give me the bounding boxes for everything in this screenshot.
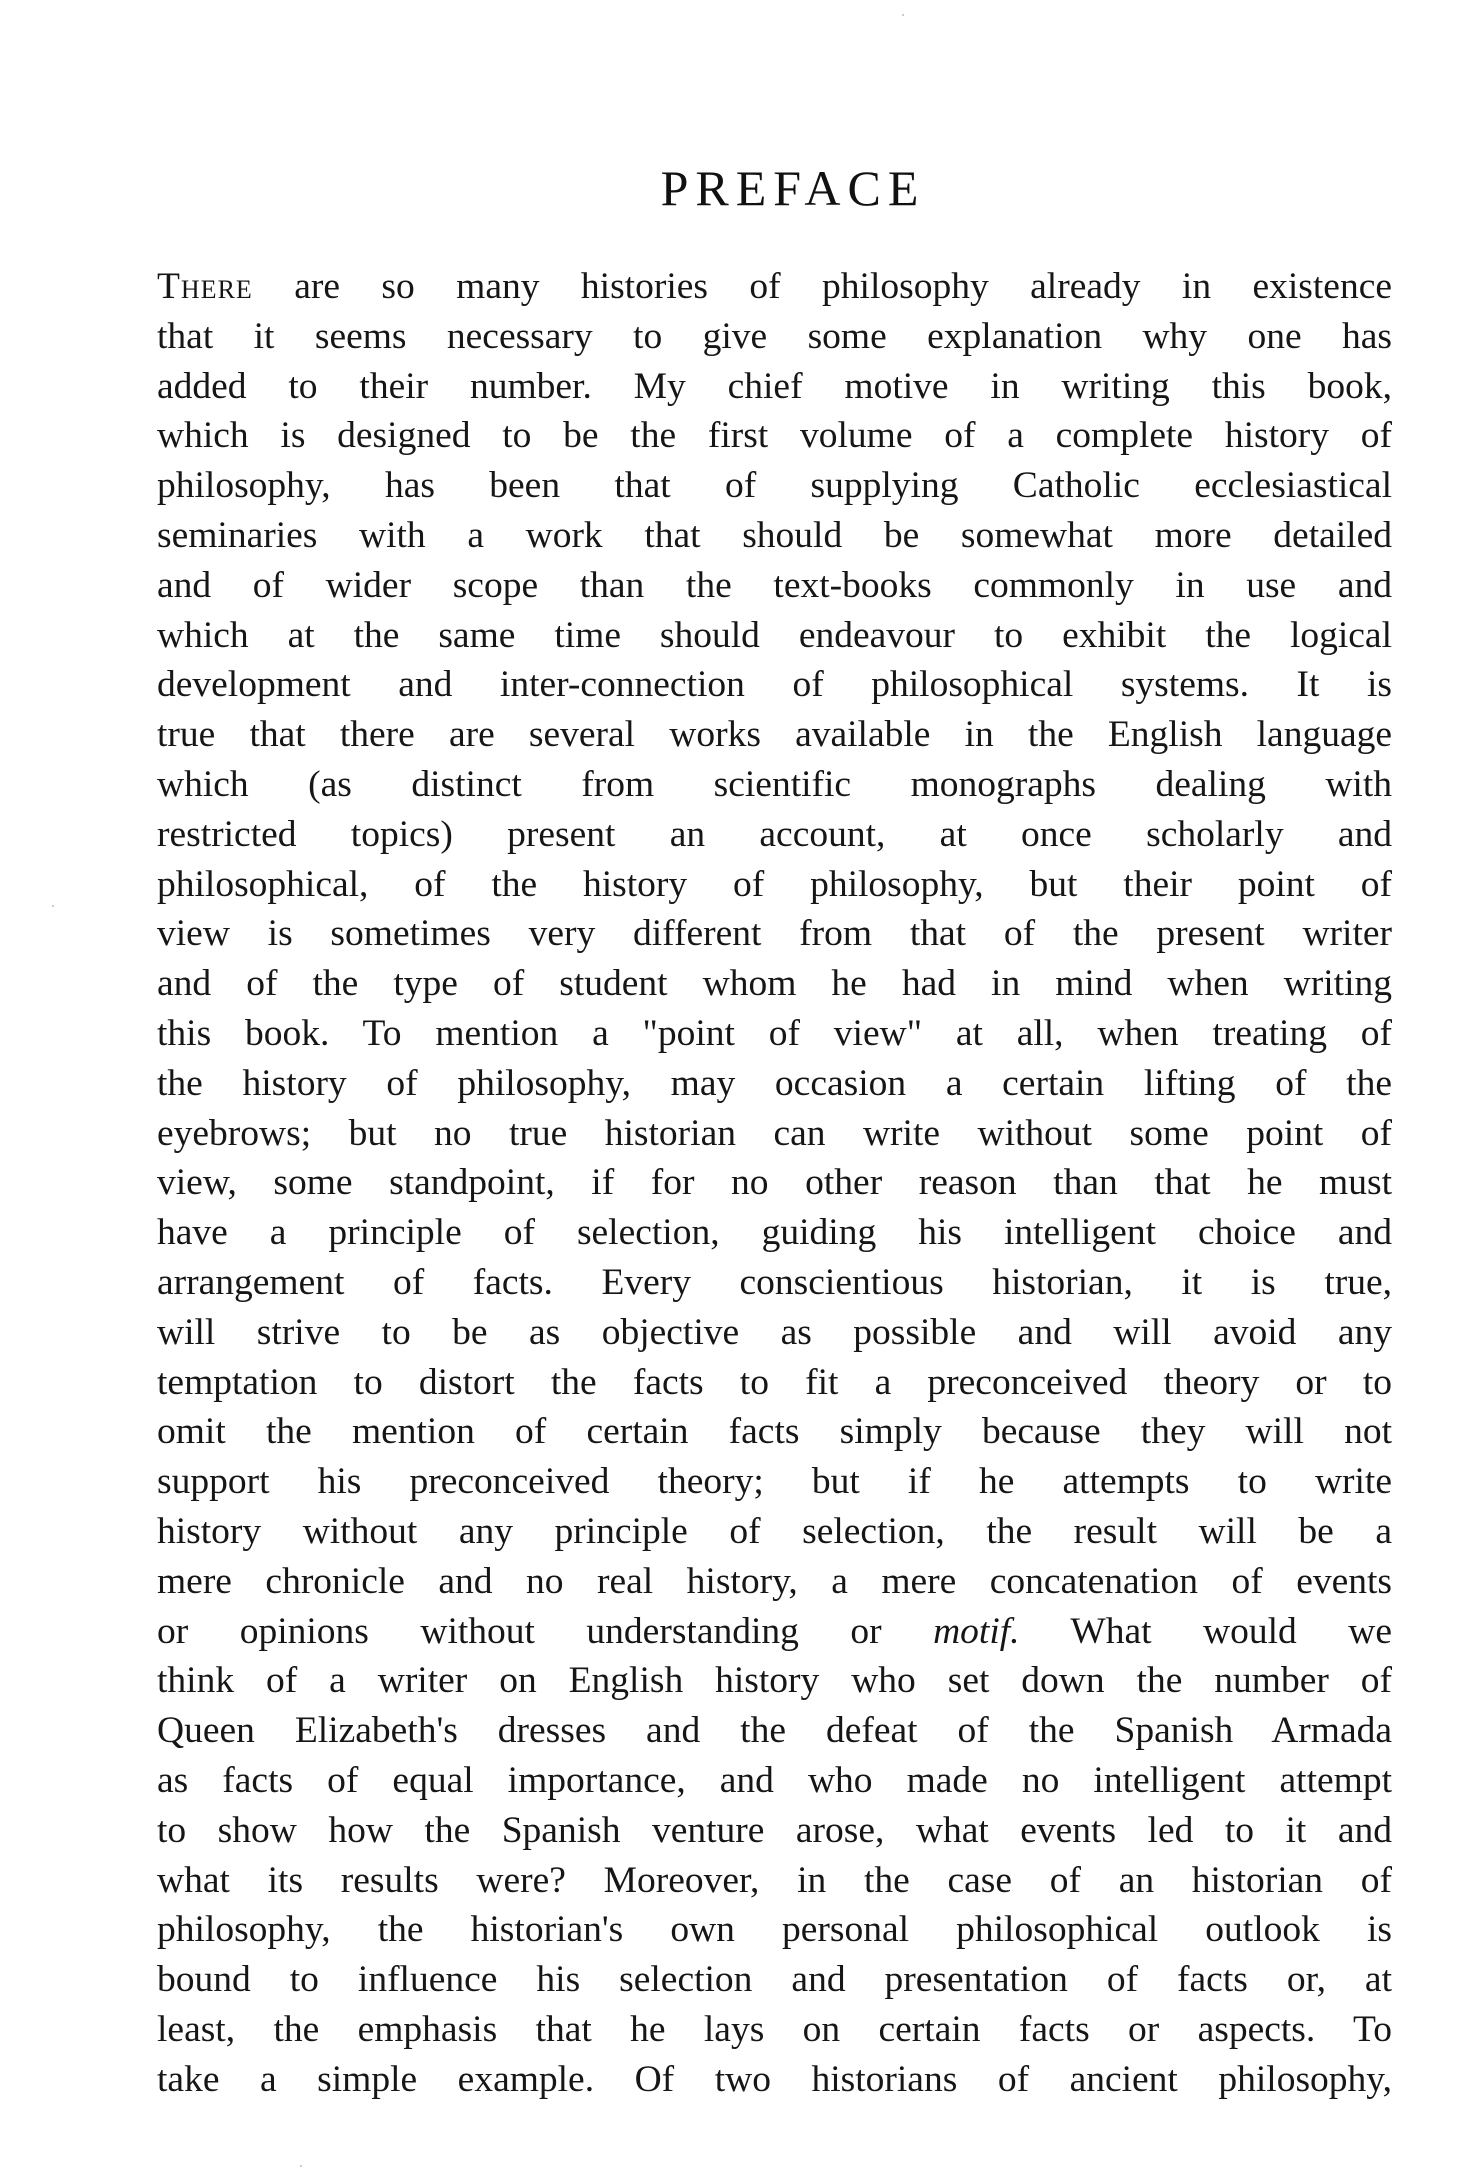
text-line: least, the emphasis that he lays on certain facts or aspects. To xyxy=(157,2008,1392,2050)
text-line: seminaries with a work that should be somewhat more detailed xyxy=(157,514,1392,556)
text-line: philosophical, of the history of philosophy, but their point of xyxy=(157,863,1392,905)
page-title: PREFACE xyxy=(660,160,926,216)
scan-speck xyxy=(902,14,904,16)
text-line: which is designed to be the first volume of a complete history of xyxy=(157,415,1392,457)
text-line: history without any principle of selection, the result will be a xyxy=(157,1510,1392,1552)
text-line: take a simple example. Of two historians of ancient philosophy, xyxy=(157,2058,1392,2100)
text-line: Queen Elizabeth's dresses and the defeat of the Spanish Armada xyxy=(157,1710,1392,1752)
text-line: mere chronicle and no real history, a mere concatenation of events xyxy=(157,1560,1392,1602)
text-line: philosophy, has been that of supplying Catholic ecclesiastical xyxy=(157,465,1392,507)
text-line: There are so many histories of philosophy already in existence xyxy=(157,266,1392,307)
text-line: to show how the Spanish venture arose, what events led to it and xyxy=(157,1809,1392,1851)
text-line: that it seems necessary to give some explanation why one has xyxy=(157,315,1392,357)
text-line: support his preconceived theory; but if he attempts to write xyxy=(157,1461,1392,1503)
text-line: which at the same time should endeavour to exhibit the logical xyxy=(157,614,1392,656)
text-line: arrangement of facts. Every conscientious historian, it is true, xyxy=(157,1261,1392,1303)
text-line: the history of philosophy, may occasion a certain lifting of the xyxy=(157,1062,1392,1104)
text-line: or opinions without understanding or motif. What would we xyxy=(157,1610,1392,1652)
opening-word: There xyxy=(157,266,253,307)
text-line: and of wider scope than the text-books commonly in use and xyxy=(157,564,1392,606)
text-line: philosophy, the historian's own personal philosophical outlook is xyxy=(157,1909,1392,1951)
text-line: as facts of equal importance, and who made no intelligent attempt xyxy=(157,1759,1392,1801)
italic-word: motif. xyxy=(933,1610,1020,1652)
text-line: development and inter-connection of philosophical systems. It is xyxy=(157,664,1392,706)
scan-speck xyxy=(300,2165,302,2167)
text-line: restricted topics) present an account, at once scholarly and xyxy=(157,813,1392,855)
text-line: which (as distinct from scientific monographs dealing with xyxy=(157,763,1392,805)
text-line: view, some standpoint, if for no other reason than that he must xyxy=(157,1162,1392,1204)
text-line: have a principle of selection, guiding his intelligent choice and xyxy=(157,1212,1392,1254)
text-line: what its results were? Moreover, in the case of an historian of xyxy=(157,1859,1392,1901)
text-line: will strive to be as objective as possible and will avoid any xyxy=(157,1311,1392,1353)
text-line: eyebrows; but no true historian can write without some point of xyxy=(157,1112,1392,1154)
text-line: think of a writer on English history who set down the number of xyxy=(157,1660,1392,1702)
text-line: omit the mention of certain facts simply because they will not xyxy=(157,1411,1392,1453)
text-line: this book. To mention a "point of view" at all, when treating of xyxy=(157,1012,1392,1054)
text-line: temptation to distort the facts to fit a preconceived theory or to xyxy=(157,1361,1392,1403)
text-line: added to their number. My chief motive in writing this book, xyxy=(157,365,1392,407)
preface-body xyxy=(157,262,1392,2104)
text-line: bound to influence his selection and presentation of facts or, at xyxy=(157,1959,1392,2001)
text-line: true that there are several works available in the English language xyxy=(157,714,1392,756)
text-line: and of the type of student whom he had in mind when writing xyxy=(157,963,1392,1005)
text-line: view is sometimes very different from that of the present writer xyxy=(157,913,1392,955)
scan-speck xyxy=(52,905,54,907)
